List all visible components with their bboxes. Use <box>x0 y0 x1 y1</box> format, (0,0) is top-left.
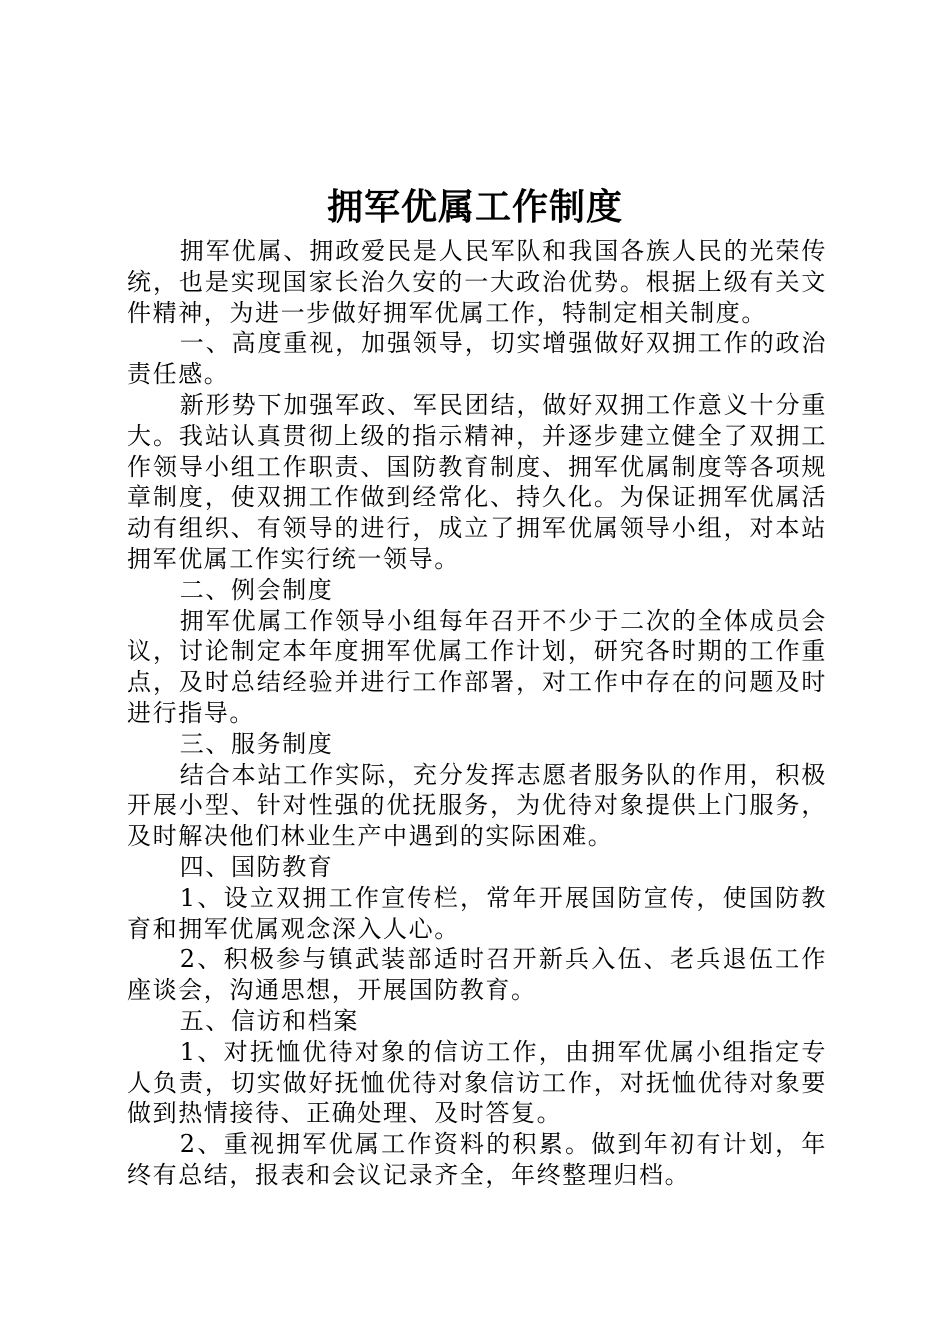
section-heading: 二、例会制度 <box>179 575 334 604</box>
body-paragraph: 拥军优属工作领导小组每年召开不少于二次的全体成员会议，讨论制定本年度拥军优属工作计划，研究各时期的工作重点，及时总结经验并进行工作部署，对工作中存在的问题及时进行指导。 <box>127 606 827 727</box>
document-body <box>127 236 827 1191</box>
document-title: 拥军优属工作制度 <box>326 186 623 228</box>
section-heading: 一、高度重视，加强领导，切实增强做好双拥工作的政治责任感。 <box>127 329 827 389</box>
section-heading: 四、国防教育 <box>179 852 334 881</box>
list-item: 1、设立双拥工作宣传栏，常年开展国防宣传，使国防教育和拥军优属观念深入人心。 <box>127 883 827 943</box>
list-item: 1、对抚恤优待对象的信访工作，由拥军优属小组指定专人负责，切实做好抚恤优待对象信访工作，对抚恤优待对象要做到热情接待、正确处理、及时答复。 <box>127 1037 827 1128</box>
body-paragraph: 新形势下加强军政、军民团结，做好双拥工作意义十分重大。我站认真贯彻上级的指示精神，并逐步建立健全了双拥工作领导小组工作职责、国防教育制度、拥军优属制度等各项规章制度，使双拥工作做到经常化、持久化。为保证拥军优属活动有组织、有领导的进行，成立了拥军优属领导小组，对本站拥军优属工作实行统一领导。 <box>127 390 827 573</box>
body-paragraph: 结合本站工作实际，充分发挥志愿者服务队的作用，积极开展小型、针对性强的优抚服务，为优待对象提供上门服务，及时解决他们林业生产中遇到的实际困难。 <box>127 760 827 851</box>
section-heading: 五、信访和档案 <box>179 1006 359 1035</box>
section-heading: 三、服务制度 <box>179 729 334 758</box>
intro-paragraph: 拥军优属、拥政爱民是人民军队和我国各族人民的光荣传统，也是实现国家长治久安的一大政治优势。根据上级有关文件精神，为进一步做好拥军优属工作，特制定相关制度。 <box>127 237 827 327</box>
list-item: 2、积极参与镇武装部适时召开新兵入伍、老兵退伍工作座谈会，沟通思想，开展国防教育。 <box>127 945 827 1005</box>
list-item: 2、重视拥军优属工作资料的积累。做到年初有计划，年终有总结，报表和会议记录齐全，年终整理归档。 <box>127 1130 827 1189</box>
